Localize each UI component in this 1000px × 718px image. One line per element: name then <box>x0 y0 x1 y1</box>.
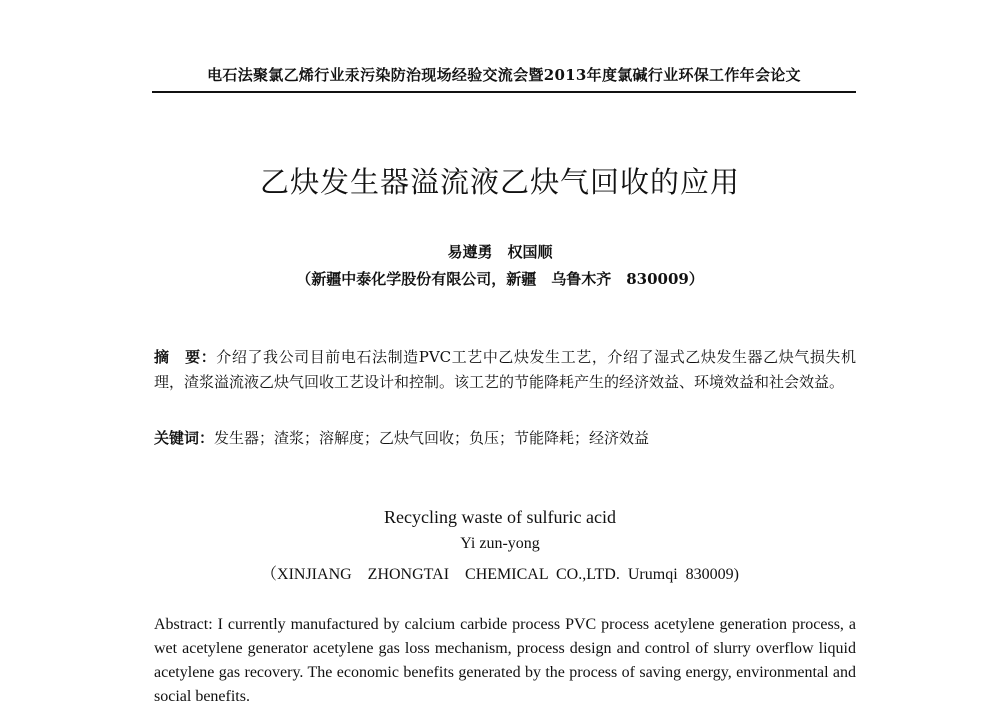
affiliation: （新疆中泰化学股份有限公司，新疆 乌鲁木齐 830009） <box>296 270 704 288</box>
keywords-cn-text: 发生器；渣浆；溶解度；乙炔气回收；负压；节能降耗；经济效益 <box>214 429 650 447</box>
english-affiliation: （XINJIANG ZHONGTAI CHEMICAL CO.,LTD. Urumqi 830009) <box>261 566 739 583</box>
abstract-cn-label: 摘 要： <box>154 348 217 366</box>
paper-title: 乙炔发生器溢流液乙炔气回收的应用 <box>259 165 740 199</box>
abstract-cn <box>154 345 856 395</box>
abstract-en-label: Abstract: <box>154 616 213 633</box>
keywords-cn-label: 关键词： <box>154 429 215 447</box>
english-author: Yi zun-yong <box>460 535 540 552</box>
keywords-cn <box>154 427 856 449</box>
abstract-en-text: I currently manufactured by calcium carbide process PVC process acetylene generation process, a wet acetylene generator acetylene gas loss mechanism, process design and control of slurry overflow liquid acetylene gas recovery. The economic benefits generated by the process of saving energy, environmental and social benefits. <box>154 616 856 705</box>
authors: 易遵勇 权国顺 <box>447 243 553 261</box>
abstract-en <box>154 613 856 709</box>
abstract-cn-text: 介绍了我公司目前电石法制造PVC工艺中乙炔发生工艺，介绍了湿式乙炔发生器乙炔气损失机理，渣浆溢流液乙炔气回收工艺设计和控制。该工艺的节能降耗产生的经济效益、环境效益和社会效益。 <box>154 348 856 391</box>
running-header: 电石法聚氯乙烯行业汞污染防治现场经验交流会暨2013年度氯碱行业环保工作年会论文 <box>152 64 856 93</box>
english-title: Recycling waste of sulfuric acid <box>384 507 616 527</box>
